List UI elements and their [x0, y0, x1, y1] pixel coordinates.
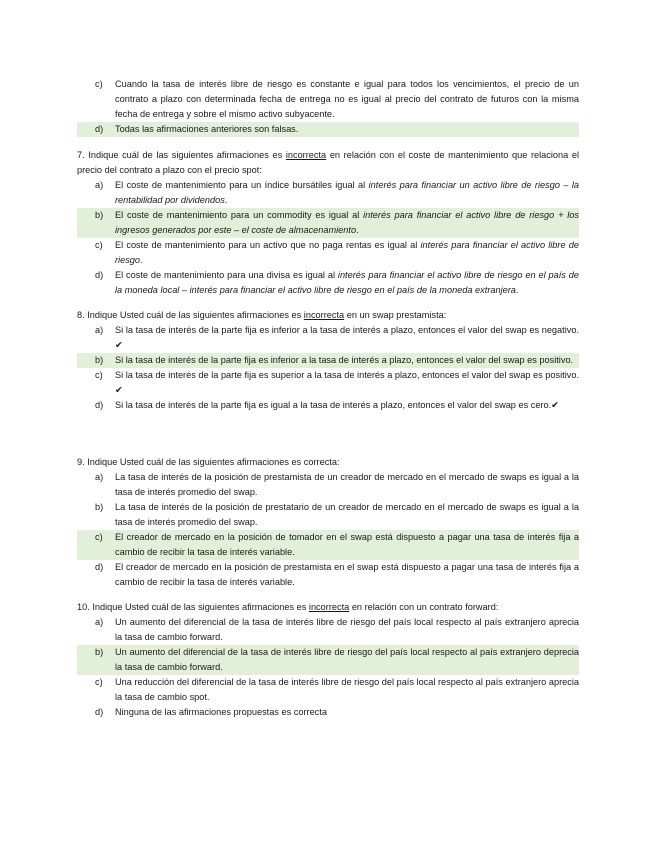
- q10-option-b-highlighted: [77, 645, 579, 675]
- option-text: El coste de mantenimiento para un activo que no paga rentas es igual al: [115, 240, 418, 250]
- option-text: El coste de mantenimiento para una divisa es igual al: [115, 270, 336, 280]
- question-7: [77, 148, 579, 298]
- question-text: en relación con el coste de mantenimiento que relaciona el precio del contrato a plazo con el precio spot:: [77, 150, 580, 175]
- question-keyword: incorrecta: [285, 150, 327, 160]
- option-text: Si la tasa de interés de la parte fija es igual a la tasa de interés a plazo, entonces el valor del swap es cero.✔: [115, 400, 559, 410]
- question-6-tail: [77, 77, 579, 137]
- q8-option-d: [77, 398, 579, 413]
- q9-option-b: [77, 500, 579, 530]
- option-letter: a): [95, 180, 104, 190]
- q7-option-c: c) El coste de mantenimiento para un activo que no paga rentas es igual al interés para financiar el activo libre de riesgo.: [95, 240, 579, 265]
- question-text: en relación con un contrato forward:: [351, 602, 499, 612]
- option-letter: b): [95, 210, 104, 220]
- question-text: Indique Usted cuál de las siguientes afirmaciones es correcta:: [87, 457, 340, 467]
- q10-option-a: [77, 615, 579, 645]
- option-text: Un aumento del diferencial de la tasa de interés libre de riesgo del país local respecto al país extranjero deprecia la tasa de cambio forward.: [115, 647, 579, 672]
- question-9: [77, 455, 579, 590]
- option-italic: interés para financiar un activo libre de riesgo – la rentabilidad por dividendos: [115, 180, 579, 205]
- option-letter: b): [95, 355, 104, 365]
- option-letter: d): [95, 124, 104, 134]
- question-keyword: incorrecta: [308, 602, 350, 612]
- option-letter: a): [95, 472, 104, 482]
- option-text: Todas las afirmaciones anteriores son falsas.: [115, 124, 299, 134]
- q9-option-c-highlighted: [77, 530, 579, 560]
- option-text: Si la tasa de interés de la parte fija es superior a la tasa de interés a plazo, entonces el valor del swap es positivo. ✔: [115, 370, 579, 395]
- question-8: [77, 308, 579, 413]
- option-italic: interés para financiar el activo libre de riesgo: [115, 240, 579, 265]
- option-letter: b): [95, 647, 104, 657]
- question-title: [77, 455, 579, 470]
- q6-option-c: [77, 77, 579, 122]
- question-title: [77, 600, 579, 615]
- option-text: Si la tasa de interés de la parte fija es inferior a la tasa de interés a plazo, entonces el valor del swap es negativo. ✔: [115, 325, 579, 350]
- q10-option-c: [77, 675, 579, 705]
- question-title: [77, 308, 579, 323]
- q9-option-d: [77, 560, 579, 590]
- q6-option-d-highlighted: [77, 122, 579, 137]
- option-text: La tasa de interés de la posición de prestatario de un creador de mercado en el mercado de swaps es igual a la tasa de interés promedio del swap.: [115, 502, 579, 527]
- q8-option-c: [77, 368, 579, 398]
- option-letter: c): [95, 532, 103, 542]
- option-italic: interés para financiar el activo libre de riesgo + los ingresos generados por este – el coste de almacenamiento: [115, 210, 580, 235]
- question-text: Indique Usted cuál de las siguientes afirmaciones es: [87, 310, 302, 320]
- option-letter: b): [95, 502, 104, 512]
- option-letter: c): [95, 240, 103, 250]
- q7-option-a: a) El coste de mantenimiento para un índice bursátiles igual al interés para financiar un activo libre de riesgo – la rentabilidad por dividendos.: [95, 180, 579, 205]
- question-number: 9.: [77, 457, 85, 467]
- question-keyword: incorrecta: [303, 310, 345, 320]
- option-text: Una reducción del diferencial de la tasa de interés libre de riesgo del país local respecto al país extranjero aprecia la tasa de cambio spot.: [115, 677, 579, 702]
- question-text: Indique Usted cuál de las siguientes afirmaciones es: [92, 602, 307, 612]
- option-text: Un aumento del diferencial de la tasa de interés libre de riesgo del país local respecto al país extranjero aprecia la tasa de cambio forward.: [115, 617, 579, 642]
- q7-option-b-highlighted: b) El coste de mantenimiento para un commodity es igual al interés para financiar el activo libre de riesgo + los ingresos generados por este – el coste de almacenamiento.: [77, 208, 579, 238]
- option-text: El creador de mercado en la posición de prestamista en el swap está dispuesto a pagar una tasa de interés fija a cambio de recibir la tasa de interés variable.: [115, 562, 579, 587]
- option-letter: a): [95, 325, 104, 335]
- question-number: 8.: [77, 310, 85, 320]
- q7-option-d: d) El coste de mantenimiento para una divisa es igual al interés para financiar el activo libre de riesgo en el país de la moneda local – interés para financiar el activo libre de riesgo en el país de la moneda extranjera.: [95, 270, 579, 295]
- option-italic: interés para financiar el activo libre de riesgo en el país de la moneda local – interés para financiar el activo libre de riesgo en el país de la moneda extranjera: [115, 270, 579, 295]
- option-letter: c): [95, 677, 103, 687]
- q10-option-d: [77, 705, 579, 720]
- option-letter: d): [95, 562, 104, 572]
- option-text: Ninguna de las afirmaciones propuestas es correcta: [115, 707, 327, 717]
- option-letter: c): [95, 79, 103, 89]
- option-letter: d): [95, 400, 104, 410]
- option-text: La tasa de interés de la posición de prestamista de un creador de mercado en el mercado de swaps es igual a la tasa de interés promedio del swap.: [115, 472, 579, 497]
- option-text: Si la tasa de interés de la parte fija es inferior a la tasa de interés a plazo, entonces el valor del swap es positivo.: [115, 355, 574, 365]
- option-letter: c): [95, 370, 103, 380]
- option-letter: d): [95, 270, 104, 280]
- option-letter: d): [95, 707, 104, 717]
- q9-option-a: [77, 470, 579, 500]
- option-text: El coste de mantenimiento para un commodity es igual al: [115, 210, 360, 220]
- question-10: [77, 600, 579, 720]
- question-number: 7.: [77, 150, 85, 160]
- option-letter: a): [95, 617, 104, 627]
- option-text: El creador de mercado en la posición de tomador en el swap está dispuesto a pagar una tasa de interés fija a cambio de recibir la tasa de interés variable.: [115, 532, 579, 557]
- question-title: [77, 148, 579, 178]
- option-text: El coste de mantenimiento para un índice bursátiles igual al: [115, 180, 366, 190]
- q8-option-a: [77, 323, 579, 353]
- question-text: en un swap prestamista:: [346, 310, 447, 320]
- option-text: Cuando la tasa de interés libre de riesgo es constante e igual para todos los vencimientos, el precio de un contrato a plazo con determinada fecha de entrega no es igual al precio del contrato de futuros con la misma fecha de entrega y sobre el mismo activo subyacente.: [115, 79, 579, 119]
- q8-option-b-highlighted: [77, 353, 579, 368]
- question-text: Indique cuál de las siguientes afirmaciones es: [88, 150, 283, 160]
- question-number: 10.: [77, 602, 90, 612]
